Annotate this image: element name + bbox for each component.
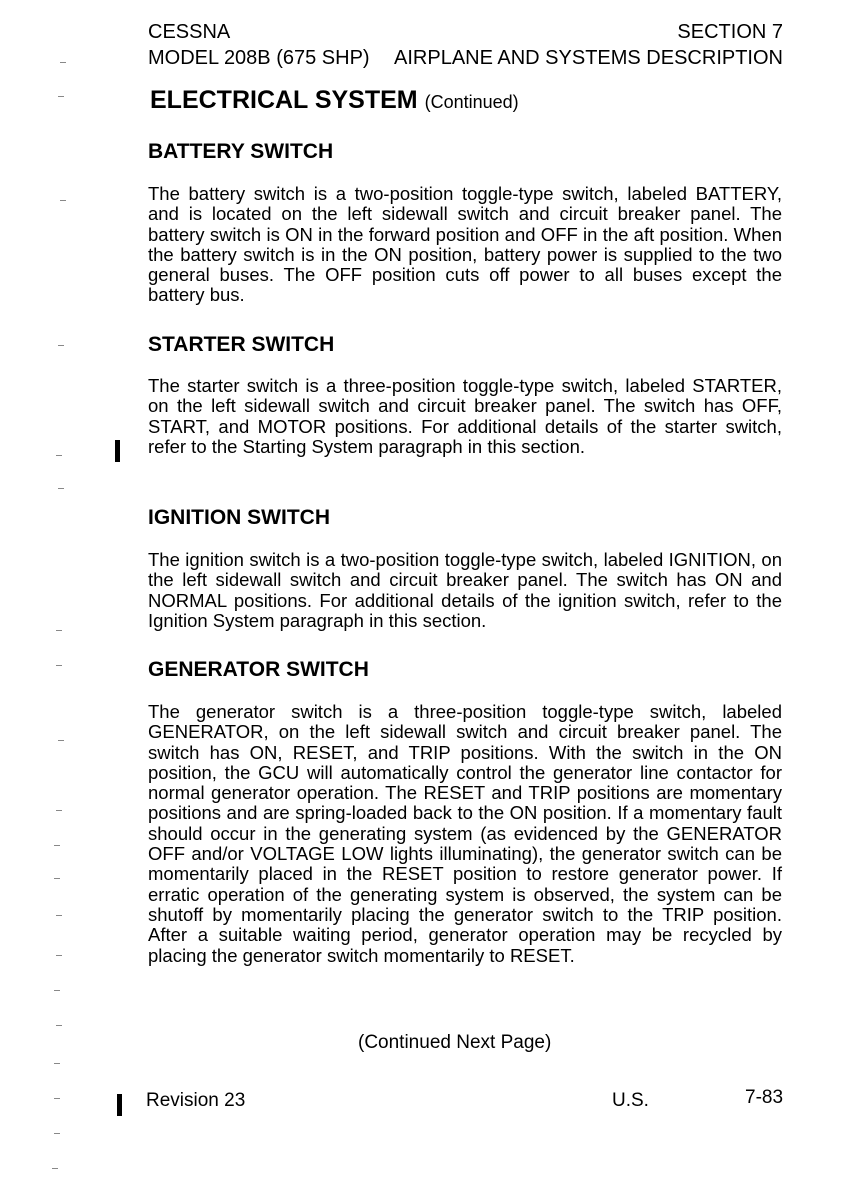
heading-ignition-switch: IGNITION SWITCH: [148, 506, 330, 529]
scan-mark: [52, 1168, 58, 1169]
paragraph-starter-switch: The starter switch is a three-position toggle-type switch, labeled STARTER, on the left sidewall switch and circuit breaker panel. The switch has OFF, START, and MOTOR positions. For additional details of the starter switch, refer to the Starting System paragraph in this section.: [148, 375, 782, 457]
header-section: SECTION 7: [677, 21, 783, 43]
footer-page-number: 7-83: [745, 1087, 784, 1108]
scan-mark: [58, 488, 64, 489]
scan-mark: [58, 96, 64, 97]
page-title-main: ELECTRICAL SYSTEM: [150, 86, 418, 114]
scan-mark: [54, 1063, 60, 1064]
scan-mark: [58, 740, 64, 741]
paragraph-generator-switch: The generator switch is a three-position toggle-type switch, labeled GENERATOR, on the left sidewall switch and circuit breaker panel. The switch has ON, RESET, and TRIP positions. With the switch in the ON position, the GCU will automatically control the generator line contactor for normal generator operation. The RESET and TRIP positions are momentary positions and are spring-loaded back to the ON position. If a momentary fault should occur in the generating system (as evidenced by the GENERATOR OFF and/or VOLTAGE LOW lights illuminating), the generator switch can be momentarily placed in the RESET position to restore generator power. If erratic operation of the generating system is observed, the system can be shutoff by momentarily placing the generator switch to the TRIP position. After a suitable waiting period, generator operation may be recycled by placing the generator switch momentarily to RESET.: [148, 701, 782, 966]
scan-mark: [56, 665, 62, 666]
scan-mark: [58, 345, 64, 346]
scan-mark: [56, 455, 62, 456]
heading-generator-switch: GENERATOR SWITCH: [148, 658, 369, 681]
paragraph-ignition-switch: The ignition switch is a two-position toggle-type switch, labeled IGNITION, on the left sidewall switch and circuit breaker panel. The switch has ON and NORMAL positions. For additional details of the ignition switch, refer to the Ignition System paragraph in this section.: [148, 549, 782, 631]
scan-mark: [54, 990, 60, 991]
page-title-suffix: (Continued): [424, 92, 519, 112]
scan-mark: [54, 1098, 60, 1099]
scan-mark: [56, 1025, 62, 1026]
continued-note: (Continued Next Page): [358, 1032, 552, 1053]
scan-mark: [56, 915, 62, 916]
header-chapter: AIRPLANE AND SYSTEMS DESCRIPTION: [394, 47, 783, 69]
scan-mark: [54, 845, 60, 846]
heading-starter-switch: STARTER SWITCH: [148, 333, 335, 356]
scan-mark: [54, 1133, 60, 1134]
scan-mark: [60, 200, 66, 201]
scan-mark: [56, 810, 62, 811]
footer-revision: Revision 23: [146, 1090, 246, 1111]
footer-region: U.S.: [612, 1090, 649, 1111]
paragraph-battery-switch: The battery switch is a two-position toggle-type switch, labeled BATTERY, and is located on the left sidewall switch and circuit breaker panel. The battery switch is ON in the forward position and OFF in the aft position. When the battery switch is in the ON position, battery power is supplied to the two general buses. The OFF position cuts off power to all buses except the battery bus.: [148, 183, 782, 306]
scan-mark: [60, 62, 66, 63]
scan-mark: [56, 955, 62, 956]
revision-bar: [115, 440, 120, 462]
revision-bar-footer: [117, 1094, 122, 1116]
header-model: MODEL 208B (675 SHP): [148, 47, 370, 69]
header-manufacturer: CESSNA: [148, 21, 231, 43]
scan-mark: [56, 630, 62, 631]
heading-battery-switch: BATTERY SWITCH: [148, 140, 334, 163]
page-title: [150, 86, 519, 115]
scan-mark: [54, 878, 60, 879]
